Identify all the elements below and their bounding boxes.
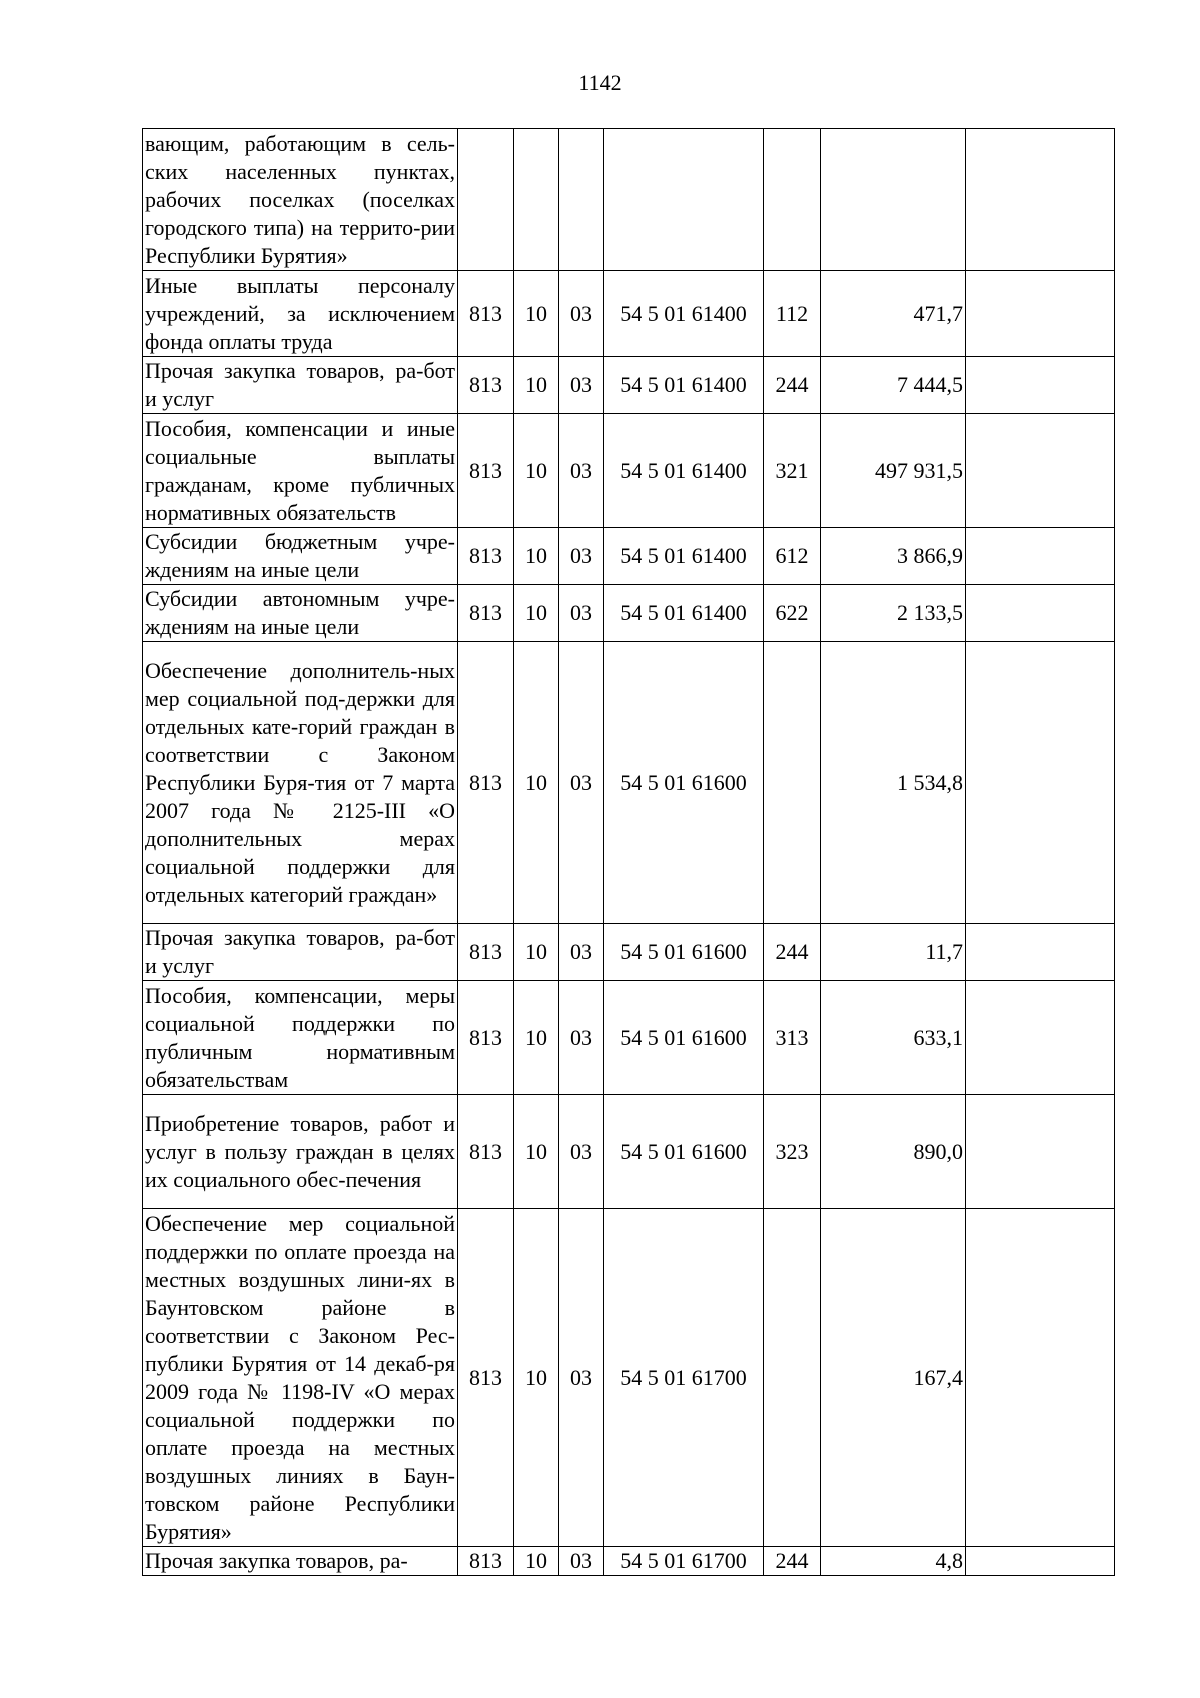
subsection-code-cell: 03: [559, 924, 604, 981]
subsection-code-cell: 03: [559, 1095, 604, 1209]
section-code-cell: 10: [514, 414, 559, 528]
table-row: [143, 585, 1115, 642]
row-name-cell: Иные выплаты персоналу учреждений, за исключением фонда оплаты труда: [143, 271, 458, 357]
empty-cell: [966, 1547, 1115, 1576]
subsection-code-cell: 03: [559, 1209, 604, 1547]
amount-cell: 633,1: [821, 981, 966, 1095]
expense-type-cell: 244: [764, 924, 821, 981]
target-article-cell: 54 5 01 61600: [604, 924, 764, 981]
target-article-cell: 54 5 01 61400: [604, 357, 764, 414]
page-number: 1142: [578, 70, 622, 95]
target-article-cell: [604, 129, 764, 271]
empty-cell: [966, 129, 1115, 271]
table-body: [143, 129, 1115, 1576]
target-article-cell: 54 5 01 61700: [604, 1209, 764, 1547]
amount-cell: 11,7: [821, 924, 966, 981]
target-article-cell: 54 5 01 61600: [604, 642, 764, 924]
table-row: [143, 357, 1115, 414]
expense-type-cell: [764, 1209, 821, 1547]
expense-type-cell: 321: [764, 414, 821, 528]
table-row: [143, 414, 1115, 528]
amount-cell: 3 866,9: [821, 528, 966, 585]
section-code-cell: 10: [514, 1095, 559, 1209]
target-article-cell: 54 5 01 61700: [604, 1547, 764, 1576]
row-name-cell: Пособия, компенсации, меры социальной поддержки по публичным нормативным обязательствам: [143, 981, 458, 1095]
ministry-code-cell: 813: [458, 1209, 514, 1547]
table-row: [143, 1095, 1115, 1209]
amount-cell: 4,8: [821, 1547, 966, 1576]
table-row: [143, 1547, 1115, 1576]
empty-cell: [966, 414, 1115, 528]
ministry-code-cell: 813: [458, 924, 514, 981]
amount-cell: 7 444,5: [821, 357, 966, 414]
ministry-code-cell: [458, 129, 514, 271]
ministry-code-cell: 813: [458, 642, 514, 924]
subsection-code-cell: [559, 129, 604, 271]
ministry-code-cell: 813: [458, 981, 514, 1095]
empty-cell: [966, 1209, 1115, 1547]
target-article-cell: 54 5 01 61400: [604, 528, 764, 585]
subsection-code-cell: 03: [559, 981, 604, 1095]
section-code-cell: 10: [514, 585, 559, 642]
section-code-cell: 10: [514, 1547, 559, 1576]
row-name-cell: Обеспечение мер социальной поддержки по оплате проезда на местных воздушных лини-ях в Баунтовском районе в соответствии с Законом Рес-публики Бурятия от 14 декаб-ря 2009 года № 1198-IV «О мерах социальной поддержки по оплате проезда на местных воздушных линиях в Баун-товском районе Республики Бурятия»: [143, 1209, 458, 1547]
row-name-cell: Субсидии бюджетным учре-ждениям на иные цели: [143, 528, 458, 585]
amount-cell: 497 931,5: [821, 414, 966, 528]
empty-cell: [966, 585, 1115, 642]
expense-type-cell: [764, 129, 821, 271]
expense-type-cell: [764, 642, 821, 924]
empty-cell: [966, 357, 1115, 414]
amount-cell: 471,7: [821, 271, 966, 357]
row-name-cell: Прочая закупка товаров, ра-: [143, 1547, 458, 1576]
expense-type-cell: 244: [764, 1547, 821, 1576]
section-code-cell: 10: [514, 271, 559, 357]
row-name-cell: вающим, работающим в сель-ских населенных пунктах, рабочих поселках (поселках городского типа) на террито-рии Республики Бурятия»: [143, 129, 458, 271]
subsection-code-cell: 03: [559, 414, 604, 528]
table-row: [143, 642, 1115, 924]
empty-cell: [966, 1095, 1115, 1209]
row-name-cell: Субсидии автономным учре-ждениям на иные цели: [143, 585, 458, 642]
empty-cell: [966, 924, 1115, 981]
ministry-code-cell: 813: [458, 1095, 514, 1209]
subsection-code-cell: 03: [559, 1547, 604, 1576]
expense-type-cell: 313: [764, 981, 821, 1095]
ministry-code-cell: 813: [458, 528, 514, 585]
expense-type-cell: 112: [764, 271, 821, 357]
section-code-cell: 10: [514, 357, 559, 414]
amount-cell: 167,4: [821, 1209, 966, 1547]
ministry-code-cell: 813: [458, 357, 514, 414]
ministry-code-cell: 813: [458, 1547, 514, 1576]
ministry-code-cell: 813: [458, 271, 514, 357]
row-name-cell: Прочая закупка товаров, ра-бот и услуг: [143, 924, 458, 981]
target-article-cell: 54 5 01 61600: [604, 981, 764, 1095]
table-row: [143, 129, 1115, 271]
target-article-cell: 54 5 01 61600: [604, 1095, 764, 1209]
ministry-code-cell: 813: [458, 414, 514, 528]
section-code-cell: [514, 129, 559, 271]
ministry-code-cell: 813: [458, 585, 514, 642]
subsection-code-cell: 03: [559, 528, 604, 585]
target-article-cell: 54 5 01 61400: [604, 271, 764, 357]
expense-type-cell: 612: [764, 528, 821, 585]
subsection-code-cell: 03: [559, 271, 604, 357]
budget-table: [142, 128, 1115, 1576]
expense-type-cell: 323: [764, 1095, 821, 1209]
row-name-cell: Прочая закупка товаров, ра-бот и услуг: [143, 357, 458, 414]
row-name-cell: Пособия, компенсации и иные социальные выплаты гражданам, кроме публичных нормативных обязательств: [143, 414, 458, 528]
section-code-cell: 10: [514, 528, 559, 585]
empty-cell: [966, 528, 1115, 585]
subsection-code-cell: 03: [559, 357, 604, 414]
expense-type-cell: 622: [764, 585, 821, 642]
amount-cell: 1 534,8: [821, 642, 966, 924]
amount-cell: 2 133,5: [821, 585, 966, 642]
table-row: [143, 981, 1115, 1095]
expense-type-cell: 244: [764, 357, 821, 414]
section-code-cell: 10: [514, 642, 559, 924]
section-code-cell: 10: [514, 1209, 559, 1547]
section-code-cell: 10: [514, 924, 559, 981]
empty-cell: [966, 271, 1115, 357]
amount-cell: 890,0: [821, 1095, 966, 1209]
table-row: [143, 1209, 1115, 1547]
row-name-cell: Приобретение товаров, работ и услуг в пользу граждан в целях их социального обес-печения: [143, 1095, 458, 1209]
amount-cell: [821, 129, 966, 271]
empty-cell: [966, 981, 1115, 1095]
row-name-cell: Обеспечение дополнитель-ных мер социальной под-держки для отдельных кате-горий граждан в соответствии с Законом Республики Буря-тия от 7 марта 2007 года № 2125-III «О дополнительных мерах социальной поддержки для отдельных категорий граждан»: [143, 642, 458, 924]
table-row: [143, 271, 1115, 357]
table-row: [143, 924, 1115, 981]
target-article-cell: 54 5 01 61400: [604, 585, 764, 642]
target-article-cell: 54 5 01 61400: [604, 414, 764, 528]
empty-cell: [966, 642, 1115, 924]
subsection-code-cell: 03: [559, 642, 604, 924]
table-row: [143, 528, 1115, 585]
section-code-cell: 10: [514, 981, 559, 1095]
subsection-code-cell: 03: [559, 585, 604, 642]
